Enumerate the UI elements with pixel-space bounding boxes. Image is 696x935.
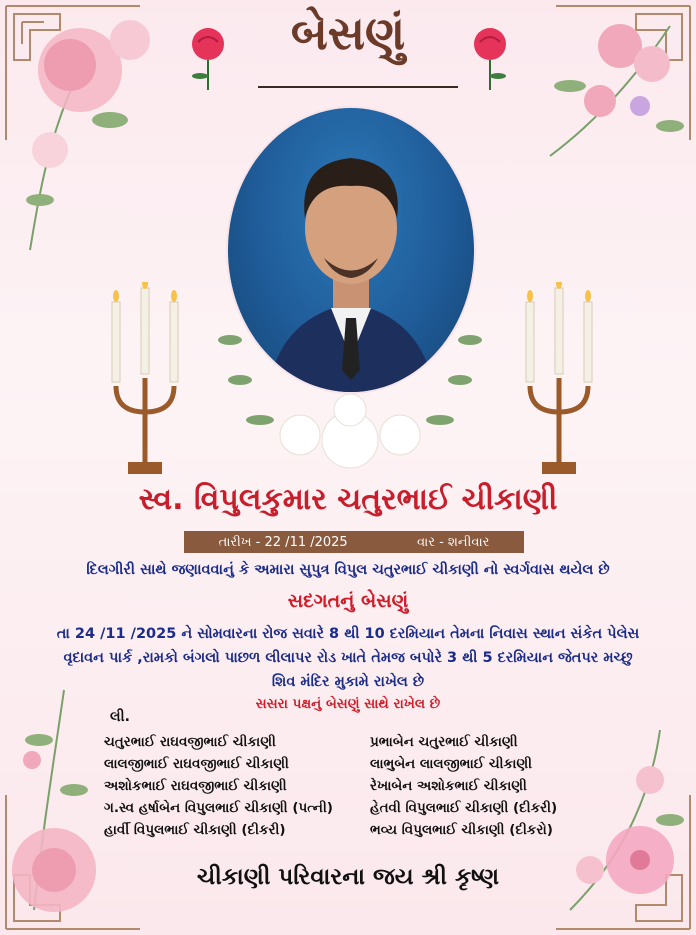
list-item: હાર્વી વિપુલભાઈ ચીકાણી (દીકરી) <box>104 822 286 838</box>
family-members-list <box>104 732 574 840</box>
candelabra-icon <box>514 282 604 482</box>
list-item: ભવ્ય વિપુલભાઈ ચીકાણી (દીકરો) <box>370 822 553 838</box>
details-line-3: શિવ મંદિર મુકામે રાખેલ છે <box>271 674 425 690</box>
list-item: ગ.સ્વ હર્ષાબેન વિપુલભાઈ ચીકાણી (પત્ની) <box>104 800 333 816</box>
portrait-photo <box>228 108 474 392</box>
list-item: હેતવી વિપુલભાઈ ચીકાણી (દીકરી) <box>370 800 558 816</box>
details-line-2: વૃદાવન પાર્ક ,રામકો બંગલો પાછળ લીલાપર રોડ ખાતે તેમજ બપોરે 3 થી 5 દરમિયાન જેતપર મચ્છુ <box>63 650 633 666</box>
page-title: બેસણું <box>290 6 406 60</box>
details-line-1: તા 24 /11 /2025 ને સોમવારના રોજ સવારે 8 થી 10 દરમિયાન તેમના નિવાસ સ્થાન સંકેત પેલેસ <box>56 626 640 642</box>
deceased-name: સ્વ. વિપુલકુમાર ચતુરભાઈ ચીકાણી <box>138 482 558 517</box>
list-item: લાલજીભાઈ રાઘવજીભાઈ ચીકાણી <box>104 756 289 772</box>
announcement-text: દિલગીરી સાથે જણાવવાનું કે અમારા સુપુત્ર વિપુલ ચતુરભાઈ ચીકાણી નો સ્વર્ગવાસ થયેલ છે <box>86 562 610 578</box>
in-laws-note: સસરા પક્ષનું બેસણું સાથે રાખેલ છે <box>255 696 441 712</box>
li-label: લી. <box>110 709 130 725</box>
day-text: વાર - શનીવાર <box>416 534 490 550</box>
closing-text: ચીકાણી પરિવારના જય શ્રી કૃષ્ણ <box>196 864 500 890</box>
date-bar <box>184 531 524 553</box>
list-item: પ્રભાબેન ચતુરભાઈ ચીકાણી <box>370 734 518 750</box>
title-underline <box>258 86 458 88</box>
list-item: રેખાબેન અશોકભાઈ ચીકાણી <box>370 778 527 794</box>
list-item: ચતુરભાઈ રાઘવજીભાઈ ચીકાણી <box>104 734 276 750</box>
list-item: અશોકભાઈ રાઘવજીભાઈ ચીકાણી <box>104 778 287 794</box>
date-text: તારીખ - 22 /11 /2025 <box>218 534 348 550</box>
candelabra-icon <box>100 282 190 482</box>
subheading: સદગતનું બેસણું <box>287 590 409 612</box>
list-item: લાભુબેન લાલજીભાઈ ચીકાણી <box>370 756 533 772</box>
